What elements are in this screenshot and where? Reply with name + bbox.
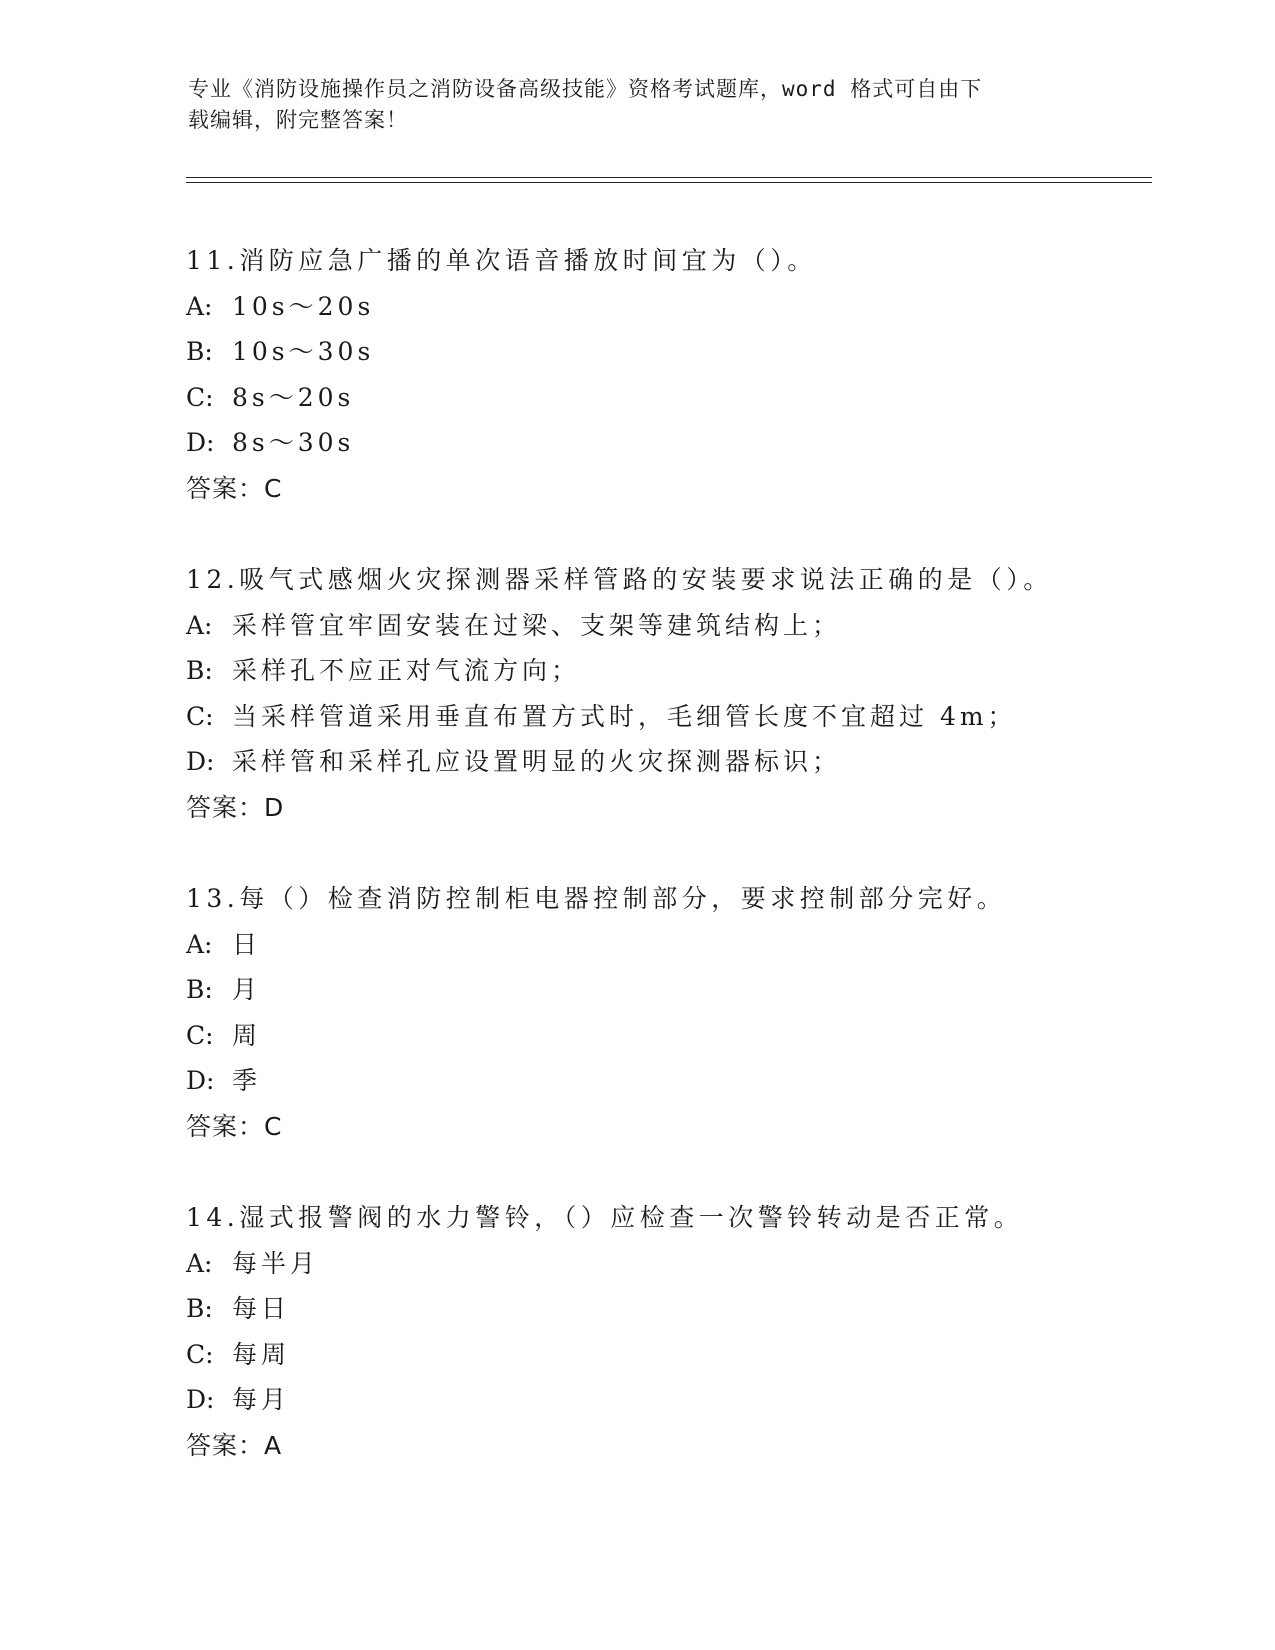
option-text: 8s～20s <box>232 382 355 412</box>
question-13 <box>186 876 1166 1195</box>
option-text: 10s～20s <box>232 291 375 321</box>
question-stem: 12.吸气式感烟火灾探测器采样管路的安装要求说法正确的是（）。 <box>186 565 1053 594</box>
question-14 <box>186 1195 1166 1514</box>
option-letter: B: <box>186 337 213 366</box>
option-c <box>186 375 1166 421</box>
option-letter: C: <box>186 701 214 731</box>
option-letter: B: <box>186 1294 213 1323</box>
option-a <box>186 603 1166 649</box>
option-text: 采样孔不应正对气流方向； <box>232 656 581 685</box>
header-line-2: 载编辑，附完整答案！ <box>188 108 408 132</box>
question-12 <box>186 557 1166 876</box>
option-letter: D: <box>186 747 215 776</box>
option-a <box>186 922 1166 968</box>
option-c <box>186 694 1166 740</box>
option-letter: A: <box>186 929 213 959</box>
option-text: 当采样管道采用垂直布置方式时，毛细管长度不宜超过 4m； <box>232 701 1017 731</box>
option-text: 周 <box>232 1020 262 1050</box>
answer-label: 答案：D <box>186 792 285 822</box>
option-letter: C: <box>186 1020 214 1050</box>
question-stem: 13.每（）检查消防控制柜电器控制部分，要求控制部分完好。 <box>186 884 1007 913</box>
option-c <box>186 1332 1166 1378</box>
option-text: 季 <box>232 1066 262 1095</box>
header-divider-top <box>186 177 1152 178</box>
answer-label: 答案：C <box>186 1111 283 1141</box>
option-letter: A: <box>186 1248 213 1278</box>
option-b <box>186 648 1166 694</box>
option-d <box>186 420 1166 466</box>
option-a <box>186 284 1166 330</box>
option-d <box>186 739 1166 785</box>
option-text: 每日 <box>232 1294 291 1323</box>
question-list <box>186 238 1166 1514</box>
question-stem: 11.消防应急广播的单次语音播放时间宜为（）。 <box>186 246 817 275</box>
option-letter: D: <box>186 1066 215 1095</box>
document-header <box>188 74 1088 136</box>
option-text: 8s～30s <box>232 428 355 457</box>
option-text: 采样管和采样孔应设置明显的火灾探测器标识； <box>232 747 842 776</box>
option-letter: A: <box>186 291 213 321</box>
option-b <box>186 329 1166 375</box>
option-text: 日 <box>232 929 262 959</box>
option-a <box>186 1241 1166 1287</box>
option-letter: D: <box>186 428 215 457</box>
option-letter: B: <box>186 975 213 1004</box>
question-stem: 14.湿式报警阀的水力警铃，（）应检查一次警铃转动是否正常。 <box>186 1203 1024 1232</box>
option-text: 采样管宜牢固安装在过梁、支架等建筑结构上； <box>232 610 842 640</box>
answer-label: 答案：A <box>186 1430 283 1460</box>
question-11 <box>186 238 1166 557</box>
answer-label: 答案：C <box>186 473 283 503</box>
option-text: 10s～30s <box>232 337 375 366</box>
option-d <box>186 1377 1166 1423</box>
option-text: 月 <box>232 975 262 1004</box>
option-text: 每周 <box>232 1339 291 1369</box>
option-letter: C: <box>186 382 214 412</box>
option-text: 每月 <box>232 1385 291 1414</box>
option-c <box>186 1013 1166 1059</box>
option-b <box>186 967 1166 1013</box>
option-d <box>186 1058 1166 1104</box>
header-line-1: 专业《消防设施操作员之消防设备高级技能》资格考试题库，word 格式可自由下 <box>188 77 983 101</box>
header-divider-bottom <box>186 182 1152 183</box>
option-text: 每半月 <box>232 1248 320 1278</box>
option-letter: B: <box>186 656 213 685</box>
option-letter: D: <box>186 1385 215 1414</box>
option-letter: C: <box>186 1339 214 1369</box>
option-b <box>186 1286 1166 1332</box>
option-letter: A: <box>186 610 213 640</box>
